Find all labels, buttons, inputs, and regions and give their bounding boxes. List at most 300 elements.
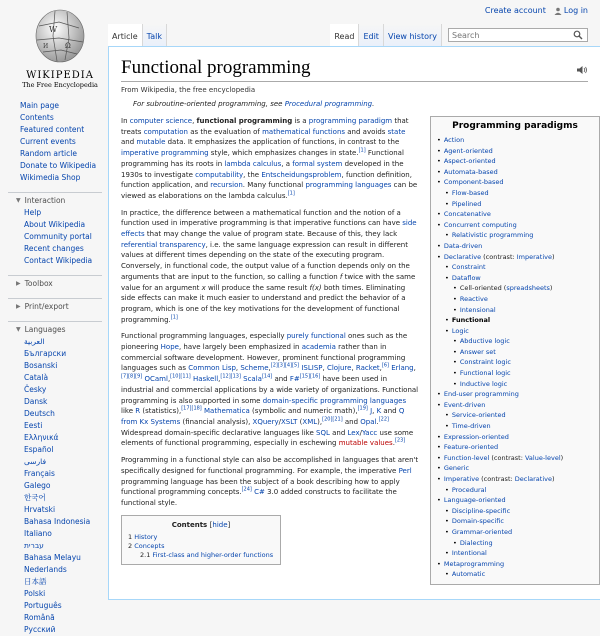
text-run: ones such as the pioneering (121, 332, 408, 352)
svg-text:Ω: Ω (65, 42, 71, 50)
text-run: , have largely been emphasized in (178, 343, 302, 352)
wiki-link[interactable]: Language-oriented (443, 496, 506, 505)
text-run: , (218, 375, 221, 384)
wiki-link[interactable]: SQL (316, 428, 330, 437)
wiki-link[interactable]: Erlang (391, 364, 414, 373)
navbox-item (437, 146, 593, 157)
wiki-link[interactable]: Dialecting (459, 538, 493, 547)
sidebar-nav-item[interactable]: Featured content (20, 125, 85, 134)
sidebar-nav-item[interactable]: Random article (20, 149, 77, 158)
puzzle-globe-logo (29, 8, 91, 64)
sidebar-language-item[interactable]: Deutsch (24, 409, 55, 418)
text-run: both times. Eliminating side effects can make it much easier to understand and predict the behavior of a program, which is one of the key motivations for the development of functional programming. (121, 283, 406, 324)
login-link[interactable] (554, 6, 588, 15)
citation-link[interactable]: [6] (381, 363, 389, 370)
navigation-list (0, 100, 108, 184)
wiki-link[interactable]: Lex (347, 428, 360, 437)
text-run: and (342, 417, 361, 426)
wiki-link[interactable]: Yacc (361, 428, 378, 437)
wiki-link[interactable]: Concatenative (443, 210, 491, 219)
wiki-link[interactable]: Action (443, 136, 465, 144)
wiki-link[interactable]: domain-specific programming languages (262, 396, 407, 405)
text-run: ) (549, 284, 553, 293)
citation-link[interactable]: [17][18] (181, 405, 202, 412)
interaction-heading[interactable] (8, 192, 102, 207)
navbox-item (437, 432, 593, 443)
sidebar (0, 100, 108, 636)
wiki-link[interactable]: Automatic (451, 570, 486, 579)
sidebar-language-item[interactable]: Česky (24, 385, 47, 394)
text-run: Widespread domain-specific declarative languages like (121, 428, 317, 437)
wiki-link[interactable]: Event-driven (443, 400, 486, 409)
text-run: , (413, 364, 416, 373)
wiki-link[interactable]: Mathematica (204, 407, 250, 416)
article-main (121, 116, 419, 565)
wiki-link[interactable]: Scala (243, 375, 262, 384)
toc-number: 2 (128, 542, 135, 551)
search-box (448, 28, 588, 42)
navbox-item (437, 252, 593, 263)
wiki-link[interactable]: referential transparency (121, 240, 206, 249)
navbox-item (437, 442, 593, 453)
wiki-link[interactable]: Constraint (451, 263, 486, 272)
wiki-link[interactable]: Common Lisp (188, 364, 236, 373)
wiki-link[interactable]: Dataflow (451, 273, 481, 282)
wiki-link[interactable]: Agent-oriented (443, 146, 493, 155)
toc-item[interactable] (128, 551, 274, 560)
citation-link[interactable]: [22] (378, 416, 389, 423)
navbox-item (437, 559, 593, 570)
text-run: and (121, 138, 137, 147)
wiki-link[interactable]: End-user programming (443, 390, 519, 399)
wiki-link[interactable]: Aspect-oriented (443, 157, 496, 166)
sidebar-interaction-item[interactable]: Community portal (24, 232, 92, 241)
wiki-link[interactable]: Entscheidungsproblem (261, 170, 342, 179)
wiki-link[interactable]: recursion (210, 181, 243, 190)
hatnote-end: . (372, 100, 375, 108)
svg-text:W: W (49, 25, 58, 34)
wiki-link[interactable]: Declarative (514, 475, 552, 483)
wiki-link[interactable]: XQuery (252, 417, 279, 426)
text-run: / (278, 417, 281, 426)
toolbox-heading-label: Toolbox (24, 279, 53, 288)
sidebar-language-item[interactable]: Galego (24, 481, 51, 490)
text-run: developed in the 1930s to investigate (121, 159, 404, 179)
sidebar-language-item[interactable]: Bahasa Indonesia (24, 517, 91, 526)
text-run: , i.e. the same language expression can result in different values at different times depending on the state of the executing program. Conversely, in functional code, the output value of a function depends only on the arguments that are input to the function, so calling a function (121, 240, 410, 281)
text-run: style, which emphasizes changes in state. (208, 149, 359, 158)
sidebar-language-item[interactable]: العربية (24, 337, 45, 346)
triangle-right-icon: ▶ (16, 303, 21, 310)
article-body (121, 116, 588, 579)
wiki-link[interactable]: Grammar-oriented (451, 527, 513, 536)
text-run: and avoids (345, 127, 388, 136)
wiki-link[interactable]: K (376, 407, 382, 416)
navbox-item (437, 347, 593, 358)
navbox-item (437, 220, 593, 231)
wiki-link[interactable]: Scheme (240, 364, 269, 373)
citation-link[interactable]: [12][13] (220, 373, 241, 380)
navbox-item (437, 273, 593, 284)
sidebar-nav-item[interactable]: Donate to Wikipedia (20, 161, 97, 170)
navbox-item (437, 516, 593, 527)
text-run: In (121, 117, 130, 125)
wiki-link[interactable]: Racket (355, 364, 380, 373)
text-run: , the (243, 170, 262, 179)
wiki-link[interactable]: Opal (360, 417, 377, 426)
tab-view-history[interactable]: View history (384, 24, 442, 46)
citation-link[interactable]: [2][3][4][5] (270, 363, 300, 370)
personal-tools (485, 6, 588, 15)
wiki-link[interactable]: Domain-specific (451, 517, 504, 526)
italic-text: f(x) (309, 283, 322, 292)
text-run: use some elements of functional programming, especially in eschewing (121, 428, 414, 448)
sidebar-language-item[interactable]: 한국어 (24, 493, 46, 502)
languages-heading[interactable] (8, 321, 102, 336)
wiki-link[interactable]: Generic (443, 464, 470, 473)
citation-link[interactable]: [23] (394, 438, 406, 445)
text-run: ( (297, 417, 303, 426)
citation-link[interactable]: [1] (287, 190, 295, 197)
italic-text: f (339, 272, 343, 281)
wiki-link[interactable]: Flow-based (451, 188, 489, 197)
wiki-link[interactable]: F# (289, 375, 300, 384)
italic-text: x (201, 283, 206, 292)
paragraph (121, 208, 419, 326)
text-run: Functional programming languages, especially (121, 332, 287, 341)
text-run: is a (292, 117, 309, 125)
text-run: In practice, the difference between a mathematical function and the notion of a function used in imperative programming is that imperative functions can have (121, 208, 403, 228)
text-run: and (329, 428, 348, 437)
toc-item[interactable] (128, 533, 274, 542)
text-run: (symbolic and numeric math), (249, 407, 358, 416)
logo-wordmark: WIKIPEDIA (26, 70, 94, 81)
text-run: ) (560, 453, 564, 462)
tab-edit[interactable]: Edit (359, 24, 384, 46)
red-link[interactable]: mutable values (338, 439, 393, 448)
wiki-link[interactable]: Metaprogramming (443, 559, 505, 568)
toc-hide-toggle[interactable]: [hide] (209, 520, 231, 529)
text-run: ), (317, 417, 323, 426)
navbox-item (437, 294, 593, 305)
navbox-item (437, 453, 593, 464)
tab-article[interactable]: Article (108, 24, 143, 46)
tab-read[interactable]: Read (330, 24, 359, 46)
navbox-item (437, 336, 593, 347)
triangle-down-icon: ▼ (16, 326, 21, 333)
text-run: and (272, 375, 290, 384)
wiki-link[interactable]: OCaml (144, 375, 168, 384)
tab-talk[interactable]: Talk (143, 24, 167, 46)
wiki-link[interactable]: formal system (292, 159, 343, 168)
sidebar-language-item[interactable]: Bosanski (24, 361, 58, 370)
wiki-link[interactable]: C# (254, 488, 265, 497)
wiki-link[interactable]: Component-based (443, 178, 504, 187)
wiki-link[interactable]: Discipline-specific (451, 506, 511, 515)
citation-link[interactable]: [14] (261, 373, 273, 380)
toc-text[interactable]: Concepts (134, 542, 165, 551)
wiki-link[interactable]: Clojure (326, 364, 352, 373)
wiki-link[interactable]: Imperative (443, 475, 480, 483)
navbox-item (437, 262, 593, 273)
sidebar-language-item[interactable]: Български (24, 349, 67, 358)
sidebar-language-item[interactable]: Català (24, 373, 49, 382)
wiki-link[interactable]: R (135, 407, 141, 416)
navbox-item (437, 527, 593, 538)
wiki-link[interactable]: J (370, 407, 373, 416)
sidebar-language-item[interactable]: Ελληνικά (24, 433, 59, 442)
search-icon[interactable] (573, 30, 583, 40)
bold-term: functional programming (196, 117, 293, 125)
text-run: . (392, 439, 395, 448)
navbox-item (437, 305, 593, 316)
sidebar-nav-item[interactable]: Wikimedia Shop (20, 173, 81, 182)
wiki-link[interactable]: academia (301, 343, 336, 352)
wiki-link[interactable]: programming paradigm (308, 117, 393, 125)
sidebar-nav-item[interactable]: Contents (20, 113, 54, 122)
wiki-link[interactable]: Perl (398, 466, 412, 475)
toc-number: 1 (128, 533, 135, 542)
wiki-link[interactable]: Procedural (451, 485, 487, 494)
wiki-link[interactable]: Function-level (443, 453, 490, 462)
citation-link[interactable]: [1] (358, 147, 366, 154)
text-run: , (167, 375, 171, 384)
wiki-link[interactable]: Intentional (451, 549, 487, 558)
wiki-link[interactable]: Automata-based (443, 167, 498, 176)
sidebar-language-item[interactable]: עברית (24, 541, 44, 550)
citation-link[interactable]: [19] (357, 405, 368, 412)
create-account-link[interactable]: Create account (484, 6, 546, 15)
logo-tagline: The Free Encyclopedia (22, 81, 98, 89)
wiki-link[interactable]: XML (302, 417, 318, 426)
text-run: , (379, 364, 382, 373)
wiki-link[interactable]: Logic (451, 326, 469, 335)
text-run: ) (551, 252, 555, 261)
wiki-link[interactable]: Constraint logic (459, 358, 511, 367)
hatnote-link[interactable]: Procedural programming (284, 100, 373, 108)
navbox-item (437, 199, 593, 210)
text-run: , (192, 117, 197, 125)
wiki-link[interactable]: state (387, 127, 406, 136)
text-run: Cell-oriented ( (459, 284, 507, 293)
wiki-link[interactable]: Service-oriented (451, 411, 506, 420)
wiki-link[interactable]: computability (195, 170, 244, 179)
search-input[interactable] (449, 31, 573, 40)
navbox-item (437, 156, 593, 167)
sidebar-interaction-item[interactable]: Recent changes (24, 244, 84, 253)
sidebar-language-item[interactable]: Italiano (24, 529, 52, 538)
wiki-link[interactable]: computer science (129, 117, 193, 125)
text-run: , (235, 364, 241, 373)
triangle-down-icon: ▼ (16, 197, 21, 204)
wiki-link[interactable]: Haskell (192, 375, 219, 384)
navbox-item (437, 410, 593, 421)
citation-link[interactable]: [24] (241, 486, 252, 493)
sidebar-language-item[interactable]: Français (24, 469, 55, 478)
toc-title (128, 520, 274, 531)
paradigms-navbox (430, 116, 600, 585)
svg-text:И: И (43, 43, 49, 50)
navbox-item (437, 485, 593, 496)
text-run: data. It emphasizes the application of functions, in contrast to the (165, 138, 400, 147)
sidebar-language-item[interactable]: Español (24, 445, 54, 454)
wiki-link[interactable]: computation (143, 127, 188, 136)
speaker-icon[interactable] (576, 65, 588, 75)
sidebar-language-item[interactable]: فارسی (24, 457, 47, 466)
text-run: , (268, 364, 271, 373)
text-run: , (322, 364, 327, 373)
text-run: as the evaluation of (187, 127, 263, 136)
sidebar-interaction-item[interactable]: Contact Wikipedia (24, 256, 93, 265)
toc-items (128, 533, 274, 560)
navbox-item (437, 548, 593, 559)
text-run: (statistics), (140, 407, 182, 416)
interaction-heading-label: Interaction (24, 196, 66, 205)
print-heading-label: Print/export (24, 302, 69, 311)
wiki-link[interactable]: Q from Kx Systems (121, 407, 405, 426)
navbox-item (437, 389, 593, 400)
toc-hide-link[interactable]: hide (212, 520, 228, 529)
navbox-item (437, 135, 593, 146)
wiki-link[interactable]: Concurrent computing (443, 220, 517, 229)
view-tabs (330, 24, 588, 46)
wiki-link[interactable]: Functional logic (459, 369, 511, 378)
sidebar-interaction-item[interactable]: Help (24, 208, 42, 217)
text-run: and (381, 407, 399, 416)
navbox-item (437, 421, 593, 432)
text-run: , (351, 364, 356, 373)
wiki-link[interactable]: Inductive logic (459, 379, 508, 388)
text-run: Programming in a functional style can also be accomplished in languages that aren't specifically designed for functional programming. For example, the imperative (121, 456, 419, 475)
text-run: rather than in commercial software development. However, prominent functional programming languages such as (121, 343, 406, 373)
wiki-link[interactable]: XSLT (280, 417, 298, 426)
text-run: (contrast: (479, 475, 515, 483)
wiki-link[interactable]: Pipelined (451, 199, 482, 208)
citation-link[interactable]: [15][16] (299, 373, 321, 380)
wiki-link[interactable]: purely functional (286, 332, 346, 341)
wiki-link[interactable]: lambda calculus (224, 159, 282, 168)
wiki-link[interactable]: Feature-oriented (443, 443, 499, 452)
wiki-link[interactable]: Declarative (443, 252, 482, 261)
toc-text[interactable]: First-class and higher-order functions (152, 551, 274, 560)
text-run: ) (551, 475, 555, 483)
text-run: Functional programming has its roots in (121, 149, 404, 168)
text-run: / (359, 428, 362, 437)
sidebar-language-item[interactable]: Português (24, 601, 62, 610)
text-run: , (372, 407, 377, 416)
text-run: that may change the value of program state. Because of this, they lack (144, 230, 398, 239)
navbox-item (437, 357, 593, 368)
citation-link[interactable]: [10][11] (170, 373, 191, 380)
wiki-link[interactable]: Hope (160, 343, 179, 352)
text-run: 3.0 added constructs to facilitate the functional style. (121, 488, 397, 507)
print-export-heading[interactable] (8, 298, 102, 313)
navbox-title: Programming paradigms (452, 121, 578, 131)
text-run: , function definition, function application, and (121, 170, 412, 190)
interaction-list (0, 207, 108, 267)
sidebar-language-item[interactable]: Русский (24, 625, 56, 634)
text-run: can be viewed as elaborations on the lambda calculus. (121, 181, 418, 200)
wiki-link[interactable]: Reactive (459, 294, 488, 303)
toc-text[interactable]: History (134, 533, 158, 542)
page-title: Functional programming (121, 57, 311, 78)
wiki-link[interactable]: mutable (136, 138, 166, 147)
hatnote (121, 100, 588, 108)
wiki-link[interactable]: Relativistic programming (451, 231, 534, 240)
navbox-item (437, 368, 593, 379)
toc-item[interactable] (128, 542, 274, 551)
sidebar-interaction-item[interactable]: About Wikipedia (24, 220, 86, 229)
wiki-link[interactable]: imperative programming (121, 149, 209, 158)
text-run: programming language has been the subject of a book describing how to apply functional programming concepts. (121, 477, 400, 497)
login-label: Log in (563, 6, 588, 15)
wikipedia-logo[interactable] (12, 8, 108, 92)
wiki-link[interactable]: programming languages (305, 181, 392, 190)
wiki-link[interactable]: Imperative (516, 252, 552, 261)
table-of-contents (121, 515, 281, 566)
sidebar-language-item[interactable]: Bahasa Melayu (24, 553, 81, 562)
citation-link[interactable]: [20][21] (322, 416, 343, 423)
navbox-list (437, 135, 593, 580)
citation-link[interactable]: [1] (170, 314, 178, 321)
site-subtitle: From Wikipedia, the free encyclopedia (121, 86, 256, 94)
sidebar-nav-item[interactable]: Current events (20, 137, 76, 146)
sidebar-language-item[interactable]: Hrvatski (24, 505, 56, 514)
text-run: twice with the same value for an argument (121, 272, 416, 292)
text-run: . (376, 417, 379, 426)
text-run: (contrast: (489, 453, 525, 462)
text-run: will produce the same result (205, 283, 310, 292)
navbox-item (437, 538, 593, 549)
interaction-portal (0, 192, 108, 267)
text-run: like (121, 407, 136, 416)
citation-link[interactable]: [7][8][9] (121, 373, 143, 380)
wiki-link[interactable]: mathematical functions (262, 127, 346, 136)
wiki-link[interactable]: Value-level (524, 453, 561, 462)
wiki-link[interactable]: Time-driven (451, 422, 491, 431)
user-icon (554, 7, 562, 15)
sidebar-language-item[interactable]: Dansk (24, 397, 48, 406)
wiki-link[interactable]: Intensional (459, 305, 496, 314)
sidebar-language-item[interactable]: Polski (24, 589, 46, 598)
wiki-link[interactable]: Data-driven (443, 241, 483, 250)
navbox-item (437, 230, 593, 241)
toc-title-label: Contents (171, 520, 208, 529)
navbox-item (437, 177, 593, 188)
text-run: . Many functional (242, 181, 306, 190)
wiki-link[interactable]: ISLISP (301, 364, 323, 373)
text-run: that treats (121, 117, 409, 136)
sidebar-language-item[interactable]: Eesti (24, 421, 43, 430)
navbox-item (437, 241, 593, 252)
wiki-link[interactable]: Answer set (459, 347, 496, 356)
navbox-item (437, 506, 593, 517)
wiki-link[interactable]: Abductive logic (459, 337, 510, 346)
text-run: , a (281, 159, 293, 168)
sidebar-language-item[interactable]: 日本語 (24, 577, 47, 586)
navbox-item (437, 463, 593, 474)
sidebar-nav-item[interactable]: Main page (20, 101, 60, 110)
paragraph (121, 331, 419, 449)
wiki-link[interactable]: Expression-oriented (443, 432, 509, 441)
sidebar-language-item[interactable]: Nederlands (24, 565, 67, 574)
wiki-link[interactable]: side effects (121, 219, 417, 239)
navbox-item (437, 188, 593, 199)
navbox-item (437, 569, 593, 580)
sidebar-language-item[interactable]: Română (24, 613, 55, 622)
toolbox-heading[interactable] (8, 275, 102, 290)
wiki-link[interactable]: spreadsheets (506, 284, 550, 293)
